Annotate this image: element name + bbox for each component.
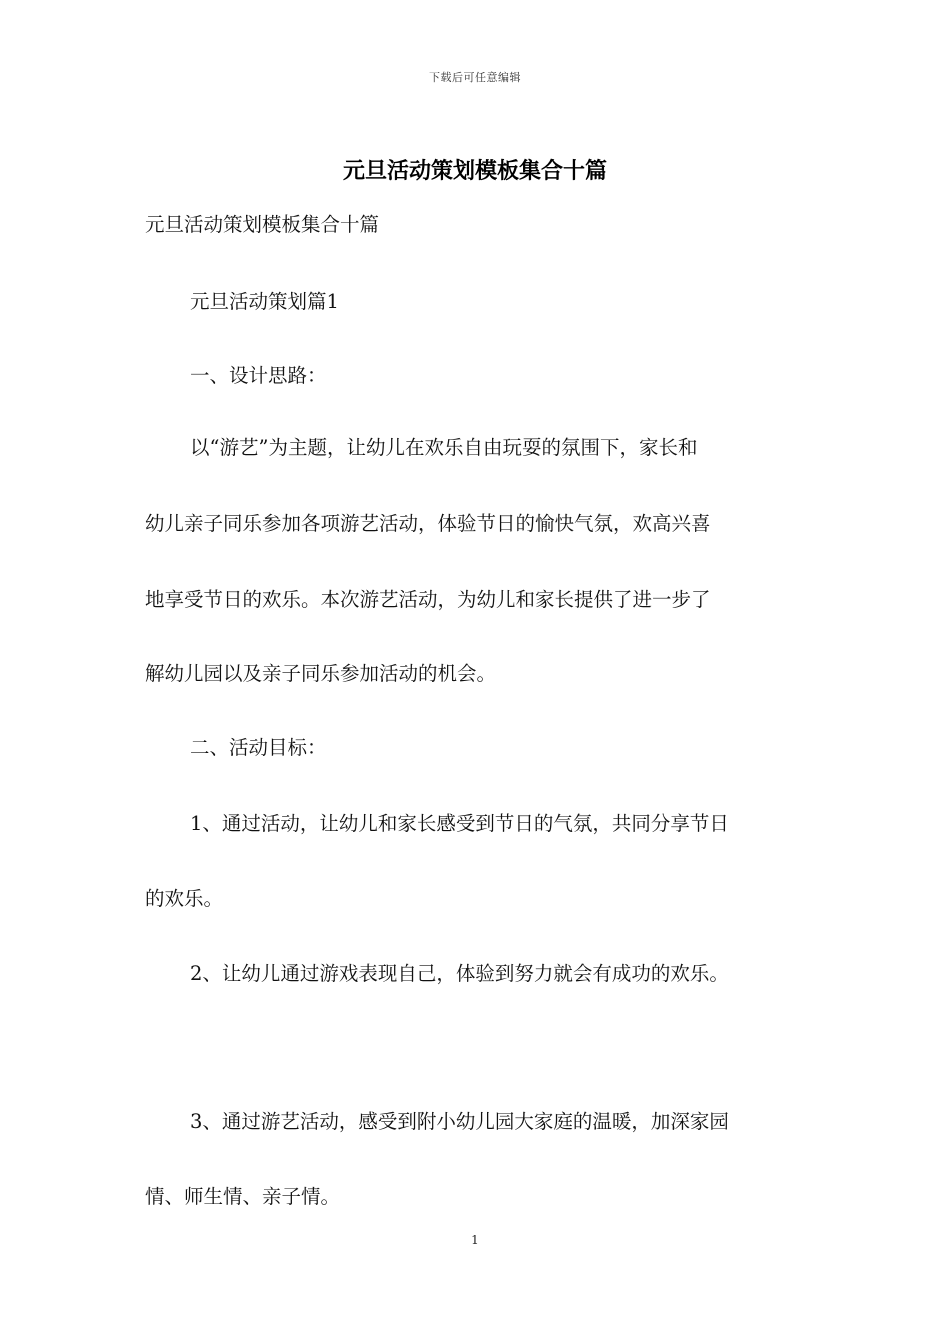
part1-heading: 一、设计思路： — [190, 364, 327, 387]
document-title: 元旦活动策划模板集合十篇 — [342, 158, 607, 184]
section-heading: 元旦活动策划篇1 — [190, 290, 339, 313]
goal-2-line: 2、让幼儿通过游戏表现自己，体验到努力就会有成功的欢乐。 — [190, 962, 729, 985]
header-note: 下载后可任意编辑 — [429, 71, 521, 84]
goal-3-line: 3、通过游艺活动，感受到附小幼儿园大家庭的温暖，加深家园 — [190, 1110, 729, 1133]
part1-paragraph-line: 解幼儿园以及亲子同乐参加活动的机会。 — [145, 662, 497, 685]
goal-3-line: 情、师生情、亲子情。 — [145, 1185, 341, 1208]
goal-1-line: 1、通过活动，让幼儿和家长感受到节日的气氛，共同分享节日 — [190, 812, 729, 835]
goal-1-line: 的欢乐。 — [145, 887, 224, 910]
part1-paragraph-line: 以“游艺”为主题，让幼儿在欢乐自由玩耍的氛围下，家长和 — [190, 436, 698, 459]
page-number: 1 — [471, 1233, 479, 1247]
part1-paragraph-line: 地享受节日的欢乐。本次游艺活动，为幼儿和家长提供了进一步了 — [145, 588, 711, 611]
part2-heading: 二、活动目标： — [190, 736, 327, 759]
part1-paragraph-line: 幼儿亲子同乐参加各项游艺活动，体验节日的愉快气氛，欢高兴喜 — [145, 512, 711, 535]
document-subtitle: 元旦活动策划模板集合十篇 — [145, 213, 380, 236]
